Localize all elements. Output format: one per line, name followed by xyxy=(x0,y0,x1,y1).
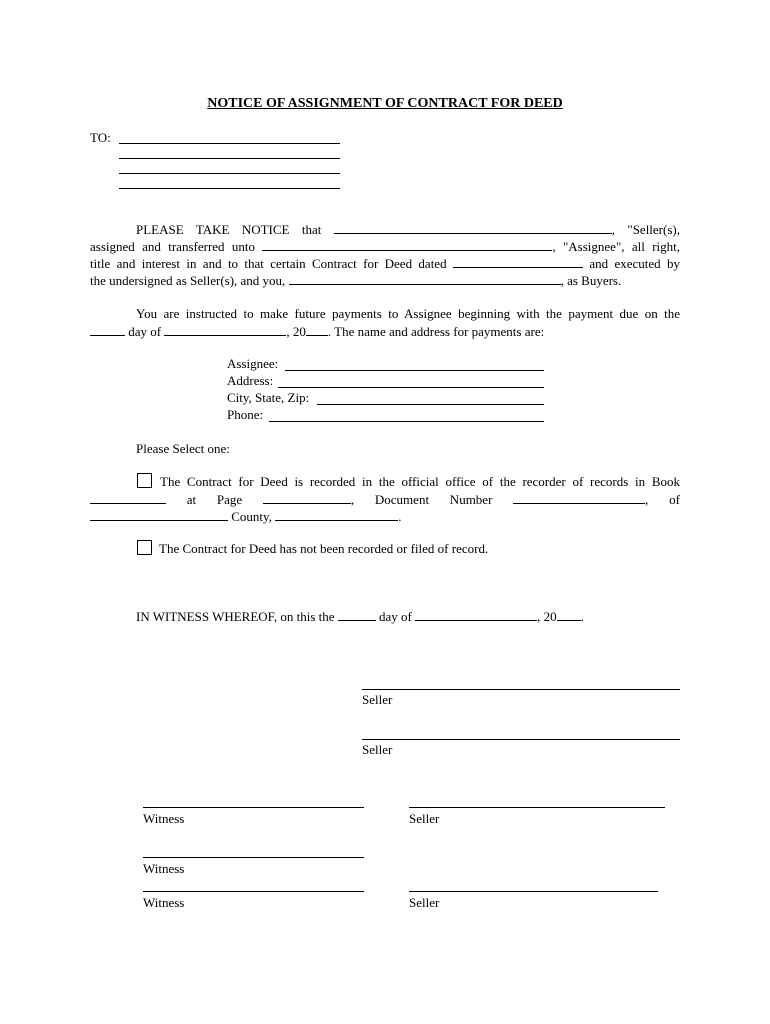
payment-year-field[interactable] xyxy=(306,323,328,336)
assignee-name-field[interactable] xyxy=(262,238,552,251)
payments-line-1: You are instructed to make future payments to Assignee beginning with the payment due on the xyxy=(136,306,680,321)
seller-label-2: Seller xyxy=(362,742,393,757)
address-label: Address: xyxy=(227,373,274,388)
not-recorded-text: The Contract for Deed has not been recorded or filed of record. xyxy=(159,541,489,556)
witness-day-field[interactable] xyxy=(338,608,376,621)
seller-signature-line-1[interactable] xyxy=(362,689,680,690)
recorded-line-3 xyxy=(90,508,401,525)
witness-signature-line-3[interactable] xyxy=(143,891,364,892)
address-field[interactable] xyxy=(278,387,544,388)
notice-line4-start: the undersigned as Seller(s), and you, xyxy=(90,273,286,288)
witness-month-field[interactable] xyxy=(415,608,537,621)
recorded-line-1: The Contract for Deed is recorded in the official office of the recorder of records in Book xyxy=(160,474,680,489)
document-title: NOTICE OF ASSIGNMENT OF CONTRACT FOR DEED xyxy=(207,96,563,111)
county-label: County, xyxy=(231,509,272,524)
to-line-1[interactable] xyxy=(119,143,340,144)
witness-year: , 20 xyxy=(537,609,557,624)
witness-period: . xyxy=(580,609,584,624)
select-prompt: Please Select one: xyxy=(136,441,230,456)
to-label: TO: xyxy=(90,130,111,145)
notice-line-3 xyxy=(90,255,680,272)
witness-label-3: Witness xyxy=(143,895,185,910)
city-state-zip-field[interactable] xyxy=(317,404,544,405)
notice-line1-end: , "Seller(s), xyxy=(611,222,680,237)
recorded-line-2 xyxy=(90,491,680,508)
county-name-field[interactable] xyxy=(90,508,228,521)
city-state-zip-label: City, State, Zip: xyxy=(227,390,310,405)
notice-line3-start: title and interest in and to that certain Contract for Deed dated xyxy=(90,256,447,271)
payments-line-2 xyxy=(90,323,544,340)
witness-label-2: Witness xyxy=(143,861,185,876)
seller-label-4: Seller xyxy=(409,895,440,910)
notice-line1-start: PLEASE TAKE NOTICE that xyxy=(136,222,322,237)
page-field[interactable] xyxy=(263,491,351,504)
notice-line2-start: assigned and transferred unto xyxy=(90,239,256,254)
to-line-2[interactable] xyxy=(119,158,340,159)
seller-name-field[interactable] xyxy=(334,221,612,234)
witness-clause-start: IN WITNESS WHEREOF, on this the xyxy=(136,609,335,624)
notice-line3-end: and executed by xyxy=(589,256,681,271)
assignee-label: Assignee: xyxy=(227,356,279,371)
witness-signature-line-2[interactable] xyxy=(143,857,364,858)
seller-label-1: Seller xyxy=(362,692,393,707)
notice-line-4 xyxy=(90,272,621,289)
assignee-field[interactable] xyxy=(285,370,544,371)
payments-day-of: day of xyxy=(128,324,162,339)
payment-day-field[interactable] xyxy=(90,323,125,336)
to-line-3[interactable] xyxy=(119,173,340,174)
document-number-label: , Document Number xyxy=(350,492,493,507)
seller-label-3: Seller xyxy=(409,811,440,826)
of-label: , of xyxy=(645,492,680,507)
state-field[interactable] xyxy=(275,508,398,521)
seller-signature-line-3[interactable] xyxy=(409,807,665,808)
phone-label: Phone: xyxy=(227,407,264,422)
witness-day-of: day of xyxy=(379,609,412,624)
contract-date-field[interactable] xyxy=(453,255,583,268)
notice-line-2 xyxy=(90,238,680,255)
witness-label-1: Witness xyxy=(143,811,185,826)
witness-year-field[interactable] xyxy=(557,608,581,621)
to-line-4[interactable] xyxy=(119,188,340,189)
notice-line2-end: , "Assignee", all right, xyxy=(552,239,681,254)
recorded-period: . xyxy=(398,509,402,524)
payments-line2-end: . The name and address for payments are: xyxy=(327,324,545,339)
notice-line4-end: , as Buyers. xyxy=(560,273,622,288)
witness-clause xyxy=(136,608,584,625)
book-field[interactable] xyxy=(90,491,166,504)
document-number-field[interactable] xyxy=(513,491,645,504)
buyer-name-field[interactable] xyxy=(289,272,561,285)
payments-year: , 20 xyxy=(286,324,306,339)
phone-field[interactable] xyxy=(269,421,544,422)
at-page-label: at Page xyxy=(186,492,243,507)
witness-signature-line-1[interactable] xyxy=(143,807,364,808)
payment-month-field[interactable] xyxy=(164,323,286,336)
notice-line-1 xyxy=(90,221,680,238)
not-recorded-checkbox[interactable] xyxy=(137,540,152,555)
seller-signature-line-4[interactable] xyxy=(409,891,658,892)
seller-signature-line-2[interactable] xyxy=(362,739,680,740)
